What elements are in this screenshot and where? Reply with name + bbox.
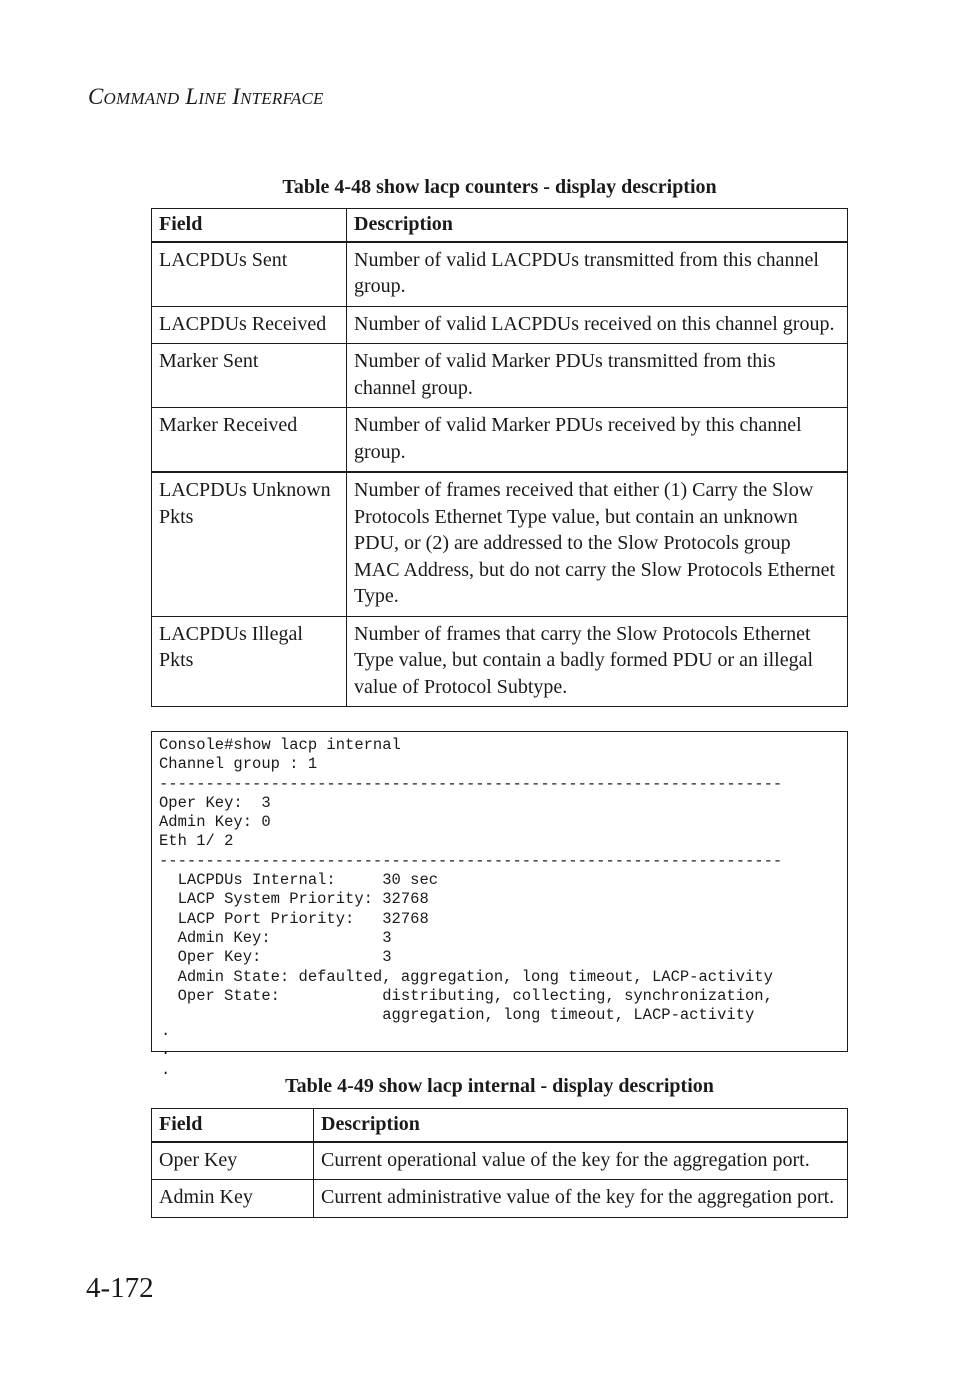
table-header-row: [152, 1109, 848, 1142]
table-row: [152, 1180, 848, 1218]
table-row: [152, 306, 848, 344]
continuation-ellipsis: . . .: [161, 1022, 171, 1079]
description-cell: Number of valid Marker PDUs transmitted from this channel group.: [347, 344, 848, 408]
field-cell: Marker Sent: [152, 344, 347, 408]
description-cell: Number of valid LACPDUs received on this channel group.: [347, 306, 848, 344]
column-header-field: Field: [152, 1109, 314, 1142]
table-header-row: [152, 209, 848, 242]
table-row: [152, 408, 848, 473]
column-header-description: Description: [347, 209, 848, 242]
field-cell: LACPDUs Illegal Pkts: [152, 616, 347, 707]
table-row: [152, 344, 848, 408]
page-number: 4-172: [86, 1272, 154, 1304]
running-head: COMMAND LINE INTERFACE: [88, 84, 324, 109]
table-caption: Table 4-48 show lacp counters - display description: [282, 176, 717, 198]
console-output: Console#show lacp internal Channel group : 1 ------------------------------------------------------------------- Oper Key: 3 Admin Key: 0 Eth 1/ 2 ------------------------------------------------------------------- LACPDUs Internal: 30 sec LACP System Priority: 32768 LACP Port Priority: 32768 Admin Key: 3 Oper Key: 3 Admin State: defaulted, aggregation, long timeout, LACP-activity Oper State: distributing, collecting, synchronization, aggregation, long timeout, LACP-activity: [159, 736, 783, 1025]
column-header-field: Field: [152, 209, 347, 242]
table-row: [152, 242, 848, 307]
table-caption: Table 4-49 show lacp internal - display description: [285, 1075, 714, 1097]
field-cell: Admin Key: [152, 1180, 314, 1218]
table-row: [152, 472, 848, 616]
field-cell: LACPDUs Unknown Pkts: [152, 472, 347, 616]
description-cell: Number of frames received that either (1) Carry the Slow Protocols Ethernet Type value, but contain an unknown PDU, or (2) are addressed to the Slow Protocols group MAC Address, but do not carry the Slow Protocols Ethernet Type.: [347, 472, 848, 616]
description-cell: Current administrative value of the key for the aggregation port.: [314, 1180, 848, 1218]
description-cell: Current operational value of the key for the aggregation port.: [314, 1142, 848, 1180]
lacp-internal-table: [151, 1108, 848, 1218]
description-cell: Number of frames that carry the Slow Protocols Ethernet Type value, but contain a badly formed PDU or an illegal value of Protocol Subtype.: [347, 616, 848, 707]
field-cell: Oper Key: [152, 1142, 314, 1180]
console-output-box: [151, 731, 848, 1079]
table-row: [152, 1142, 848, 1180]
table-row: [152, 616, 848, 707]
lacp-counters-table: [151, 208, 848, 707]
field-cell: LACPDUs Sent: [152, 242, 347, 307]
description-cell: Number of valid Marker PDUs received by this channel group.: [347, 408, 848, 473]
column-header-description: Description: [314, 1109, 848, 1142]
description-cell: Number of valid LACPDUs transmitted from this channel group.: [347, 242, 848, 307]
field-cell: Marker Received: [152, 408, 347, 473]
field-cell: LACPDUs Received: [152, 306, 347, 344]
